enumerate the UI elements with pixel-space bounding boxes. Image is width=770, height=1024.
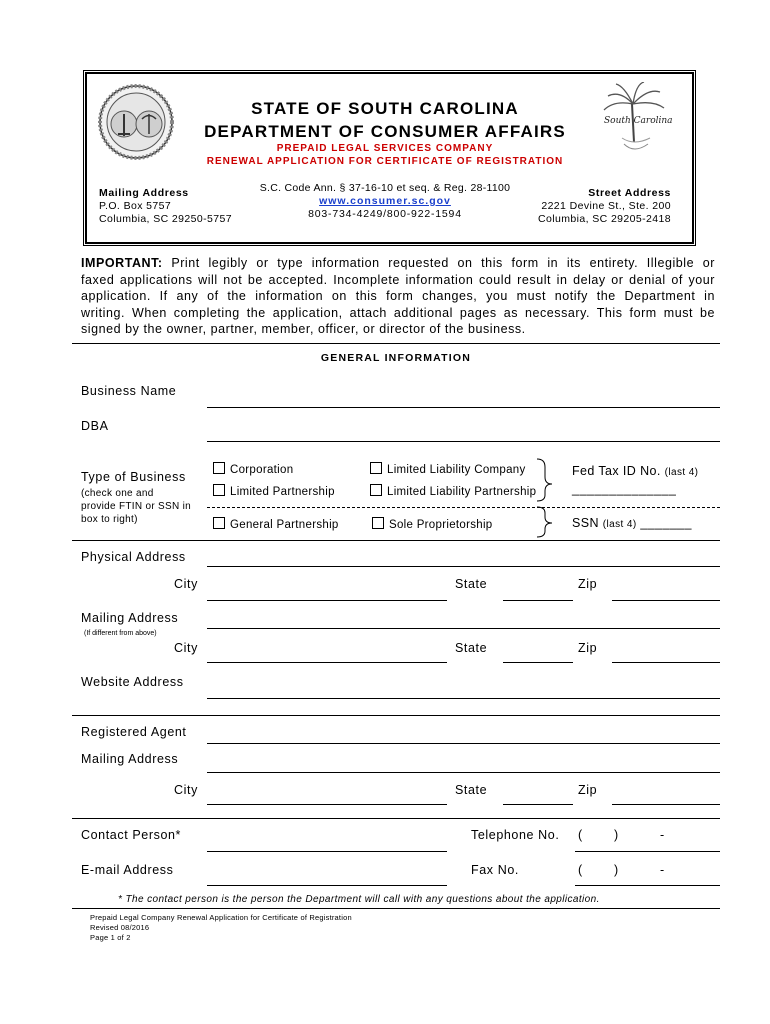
telephone-dash: - xyxy=(660,828,665,842)
general-partnership-label: General Partnership xyxy=(230,519,339,531)
contact-footnote: * The contact person is the person the Department will call with any questions about the application. xyxy=(118,894,600,905)
important-line2: faxed applications will not be accepted. Incomplete information could result in delay or denial of your xyxy=(81,272,715,287)
if-different-note: (If different from above) xyxy=(84,630,157,637)
physical-city-field[interactable] xyxy=(207,600,447,601)
state-seal-icon xyxy=(98,84,174,160)
checkbox-icon[interactable] xyxy=(370,484,382,496)
contact-person-field[interactable] xyxy=(207,851,447,852)
ssn-text: SSN xyxy=(572,516,599,530)
website-link[interactable]: www.consumer.sc.gov xyxy=(319,195,451,207)
page-title: STATE OF SOUTH CAROLINA xyxy=(251,99,519,118)
checkbox-limited-partnership[interactable] xyxy=(213,484,335,498)
important-line4: writing. When completing the application, attach additional pages as necessary. This form must be xyxy=(81,305,715,320)
mailing-zip-field[interactable] xyxy=(612,662,720,663)
mailing-address-field[interactable] xyxy=(207,628,720,629)
telephone-field[interactable] xyxy=(575,851,720,852)
footer-divider xyxy=(72,908,720,909)
email-field[interactable] xyxy=(207,885,447,886)
fed-tax-id-text: Fed Tax ID No. xyxy=(572,464,661,478)
business-name-label: Business Name xyxy=(81,384,177,398)
limited-partnership-label: Limited Partnership xyxy=(230,486,335,498)
checkbox-corporation[interactable] xyxy=(213,462,293,476)
fax-paren-open: ( xyxy=(578,863,583,877)
type-hint-2: provide FTIN or SSN in xyxy=(81,501,191,512)
section-title: GENERAL INFORMATION xyxy=(320,352,472,364)
checkbox-icon[interactable] xyxy=(213,517,225,529)
llp-label: Limited Liability Partnership xyxy=(387,486,537,498)
registered-agent-label: Registered Agent xyxy=(81,725,187,739)
logo-script-text: South Carolina xyxy=(604,116,673,126)
ssn-hint: (last 4) xyxy=(602,519,637,530)
agent-state-field[interactable] xyxy=(503,804,573,805)
corporation-label: Corporation xyxy=(230,464,294,476)
fed-tax-id-hint: (last 4) xyxy=(664,467,699,478)
type-hint-1: (check one and xyxy=(81,488,154,499)
telephone-label: Telephone No. xyxy=(471,828,560,842)
street-address-label: Street Address xyxy=(588,187,671,199)
important-notice xyxy=(81,255,715,338)
ssn-label xyxy=(572,516,692,530)
important-line5: signed by the owner, partner, member, officer, or director of the business. xyxy=(81,322,526,336)
mailing-address-field-label: Mailing Address xyxy=(81,611,179,625)
mailing-address-line2: Columbia, SC 29250-5757 xyxy=(99,213,232,225)
important-line1: Print legibly or type information requested on this form in its entirety. Illegible or xyxy=(171,256,715,270)
physical-zip-label: Zip xyxy=(578,577,598,591)
dba-field[interactable] xyxy=(207,441,720,442)
telephone-paren-open: ( xyxy=(578,828,583,842)
page-footer xyxy=(90,913,352,943)
agent-state-label: State xyxy=(455,783,488,797)
fed-tax-id-field[interactable]: ______________ xyxy=(572,482,677,496)
checkbox-icon[interactable] xyxy=(372,517,384,529)
sole-proprietorship-label: Sole Proprietorship xyxy=(389,519,493,531)
fax-paren-close: ) xyxy=(614,863,619,877)
important-lead: IMPORTANT: xyxy=(81,256,163,270)
checkbox-general-partnership[interactable] xyxy=(213,517,339,531)
checkbox-llp[interactable] xyxy=(370,484,536,498)
type-divider xyxy=(207,507,720,508)
agent-mailing-address-label: Mailing Address xyxy=(81,752,179,766)
physical-city-label: City xyxy=(174,577,198,591)
form-subtitle-2: RENEWAL APPLICATION FOR CERTIFICATE OF REGISTRATION xyxy=(206,156,564,167)
email-label: E-mail Address xyxy=(81,863,174,877)
dba-label: DBA xyxy=(81,419,109,433)
ssn-field[interactable]: _______ xyxy=(640,516,692,530)
checkbox-icon[interactable] xyxy=(370,462,382,474)
footer-form-name: Prepaid Legal Company Renewal Application for Certificate of Registration xyxy=(90,913,352,922)
business-name-field[interactable] xyxy=(207,407,720,408)
registered-agent-field[interactable] xyxy=(207,743,720,744)
physical-address-field[interactable] xyxy=(207,566,720,567)
checkbox-icon[interactable] xyxy=(213,484,225,496)
code-reference: S.C. Code Ann. § 37-16-10 et seq. & Reg. 28-1100 xyxy=(259,182,511,194)
agent-city-field[interactable] xyxy=(207,804,447,805)
mailing-state-field[interactable] xyxy=(503,662,573,663)
fax-field[interactable] xyxy=(575,885,720,886)
checkbox-sole-proprietorship[interactable] xyxy=(372,517,493,531)
type-hint-3: box to right) xyxy=(81,514,138,525)
mailing-address-line1: P.O. Box 5757 xyxy=(99,200,172,212)
department-title: DEPARTMENT OF CONSUMER AFFAIRS xyxy=(204,122,566,141)
agent-city-label: City xyxy=(174,783,198,797)
agent-mailing-address-field[interactable] xyxy=(207,772,720,773)
website-address-field[interactable] xyxy=(207,698,720,699)
mailing-city-field[interactable] xyxy=(207,662,447,663)
type-of-business-hint xyxy=(81,487,191,526)
contact-section-divider xyxy=(72,818,720,819)
mailing-address-label: Mailing Address xyxy=(99,187,189,199)
mailing-state-label: State xyxy=(455,641,488,655)
physical-zip-field[interactable] xyxy=(612,600,720,601)
mailing-zip-label: Zip xyxy=(578,641,598,655)
physical-address-label: Physical Address xyxy=(81,550,186,564)
street-address-line2: Columbia, SC 29205-2418 xyxy=(538,213,671,225)
telephone-paren-close: ) xyxy=(614,828,619,842)
type-section-divider xyxy=(72,540,720,541)
agent-section-divider xyxy=(72,715,720,716)
physical-state-label: State xyxy=(455,577,488,591)
agent-zip-label: Zip xyxy=(578,783,598,797)
checkbox-icon[interactable] xyxy=(213,462,225,474)
important-line3: application. If any of the information on this form changes, you must notify the Department in xyxy=(81,289,715,303)
fed-tax-id-label xyxy=(572,464,698,478)
type-of-business-label: Type of Business xyxy=(81,470,186,484)
website-address-label: Website Address xyxy=(81,675,184,689)
section-divider xyxy=(72,343,720,344)
phone-numbers: 803-734-4249/800-922-1594 xyxy=(308,208,462,220)
footer-page-number: Page 1 of 2 xyxy=(90,933,131,942)
agent-zip-field[interactable] xyxy=(612,804,720,805)
checkbox-llc[interactable] xyxy=(370,462,526,476)
contact-person-label: Contact Person* xyxy=(81,828,182,842)
form-subtitle-1: PREPAID LEGAL SERVICES COMPANY xyxy=(276,143,494,154)
footer-revision: Revised 08/2016 xyxy=(90,923,150,932)
street-address-line1: 2221 Devine St., Ste. 200 xyxy=(541,200,671,212)
mailing-city-label: City xyxy=(174,641,198,655)
brace-icon xyxy=(535,457,557,539)
llc-label: Limited Liability Company xyxy=(387,464,526,476)
fax-dash: - xyxy=(660,863,665,877)
fax-label: Fax No. xyxy=(471,863,519,877)
physical-state-field[interactable] xyxy=(503,600,573,601)
